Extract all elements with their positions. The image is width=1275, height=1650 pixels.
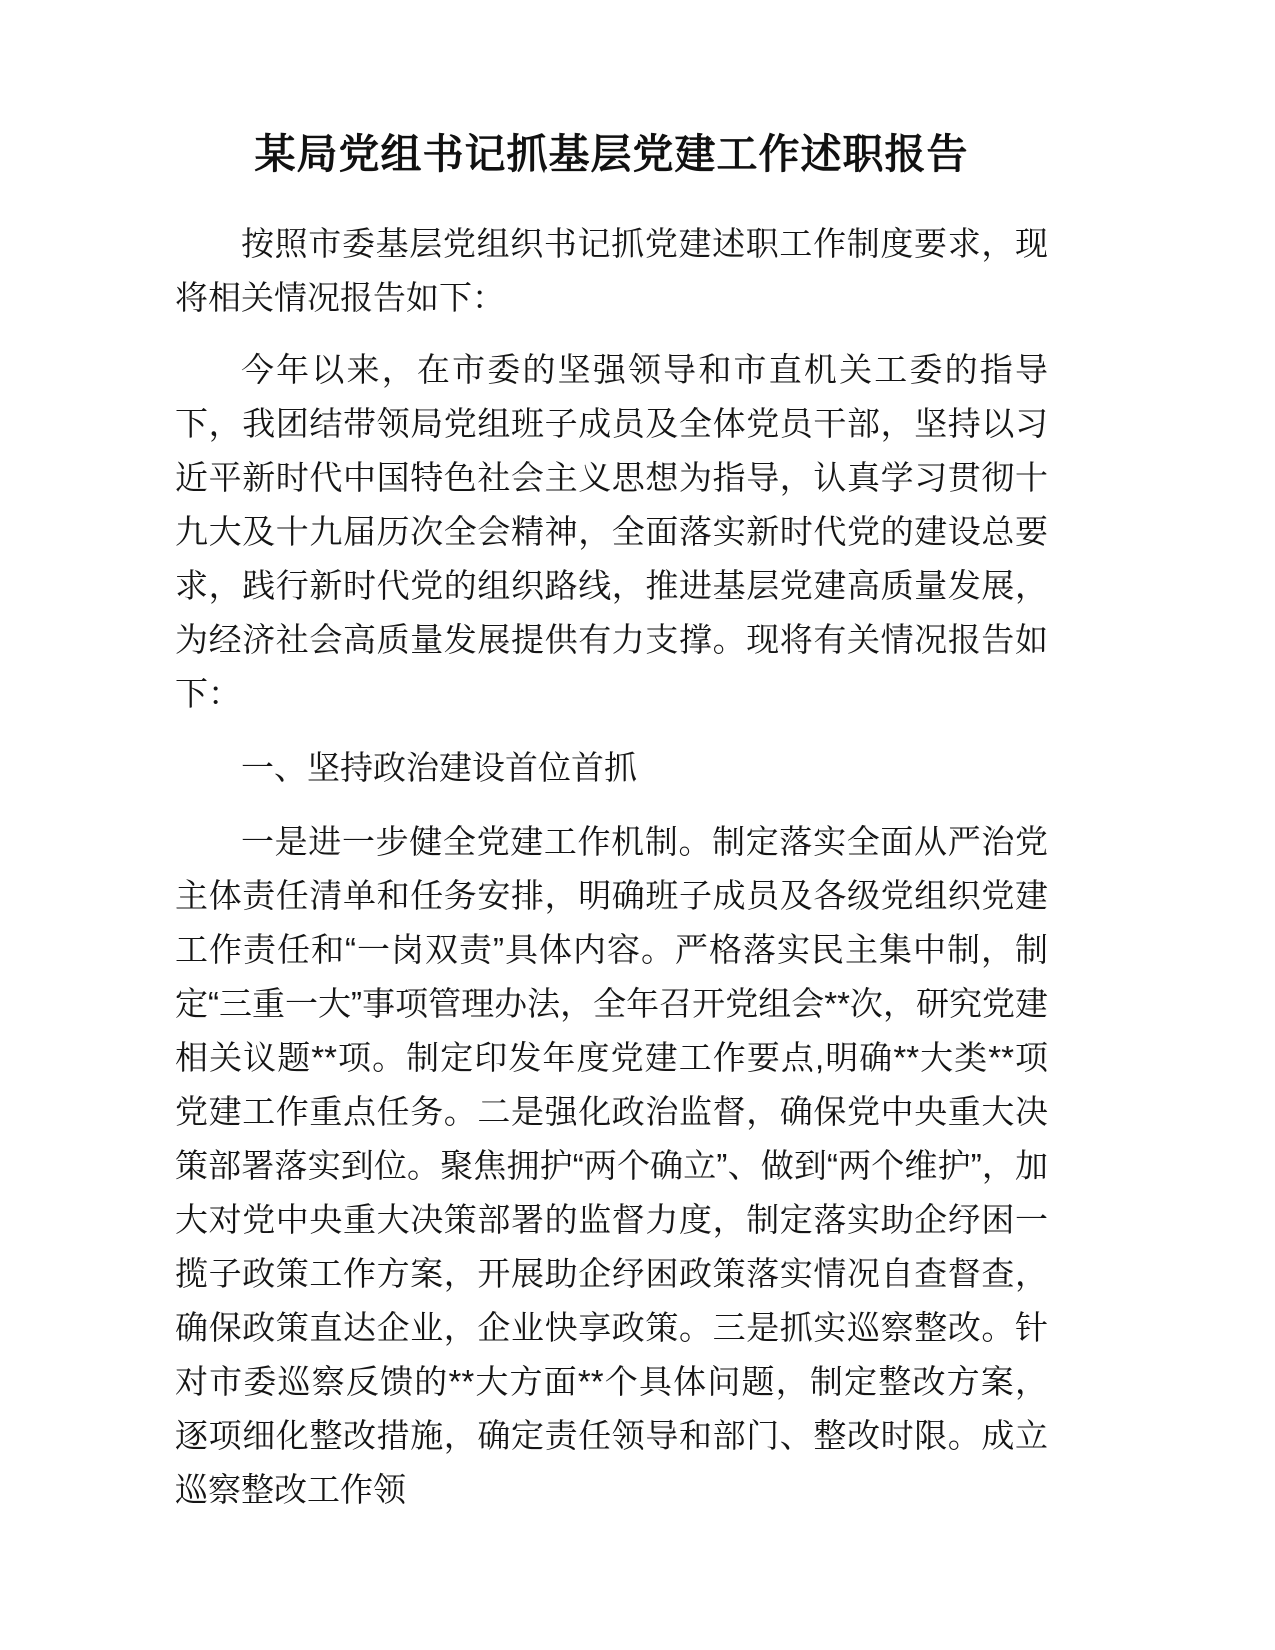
section-heading-1: 一、坚持政治建设首位首抓 (241, 749, 637, 787)
document-title: 某局党组书记抓基层党建工作述职报告 (254, 131, 969, 177)
paragraph-intro: 按照市委基层党组织书记抓党建述职工作制度要求，现将相关情况报告如下： (175, 225, 1048, 317)
paragraph-overview: 今年以来，在市委的坚强领导和市直机关工委的指导下，我团结带领局党组班子成员及全体党员干部，坚持以习近平新时代中国特色社会主义思想为指导，认真学习贯彻十九大及十九届历次全会精神，全面落实新时代党的建设总要求，践行新时代党的组织路线，推进基层党建高质量发展，为经济社会高质量发展提供有力支撑。现将有关情况报告如下： (175, 351, 1048, 713)
paragraph-section1-body: 一是进一步健全党建工作机制。制定落实全面从严治党主体责任清单和任务安排，明确班子成员及各级党组织党建工作责任和“一岗双责”具体内容。严格落实民主集中制，制定“三重一大”事项管理办法，全年召开党组会**次，研究党建相关议题**项。制定印发年度党建工作要点,明确**大类**项党建工作重点任务。二是强化政治监督，确保党中央重大决策部署落实到位。聚焦拥护“两个确立”、做到“两个维护”，加大对党中央重大决策部署的监督力度，制定落实助企纾困一揽子政策工作方案，开展助企纾困政策落实情况自查督查，确保政策直达企业，企业快享政策。三是抓实巡察整改。针对市委巡察反馈的**大方面**个具体问题，制定整改方案，逐项细化整改措施，确定责任领导和部门、整改时限。成立巡察整改工作领 (175, 823, 1048, 1509)
